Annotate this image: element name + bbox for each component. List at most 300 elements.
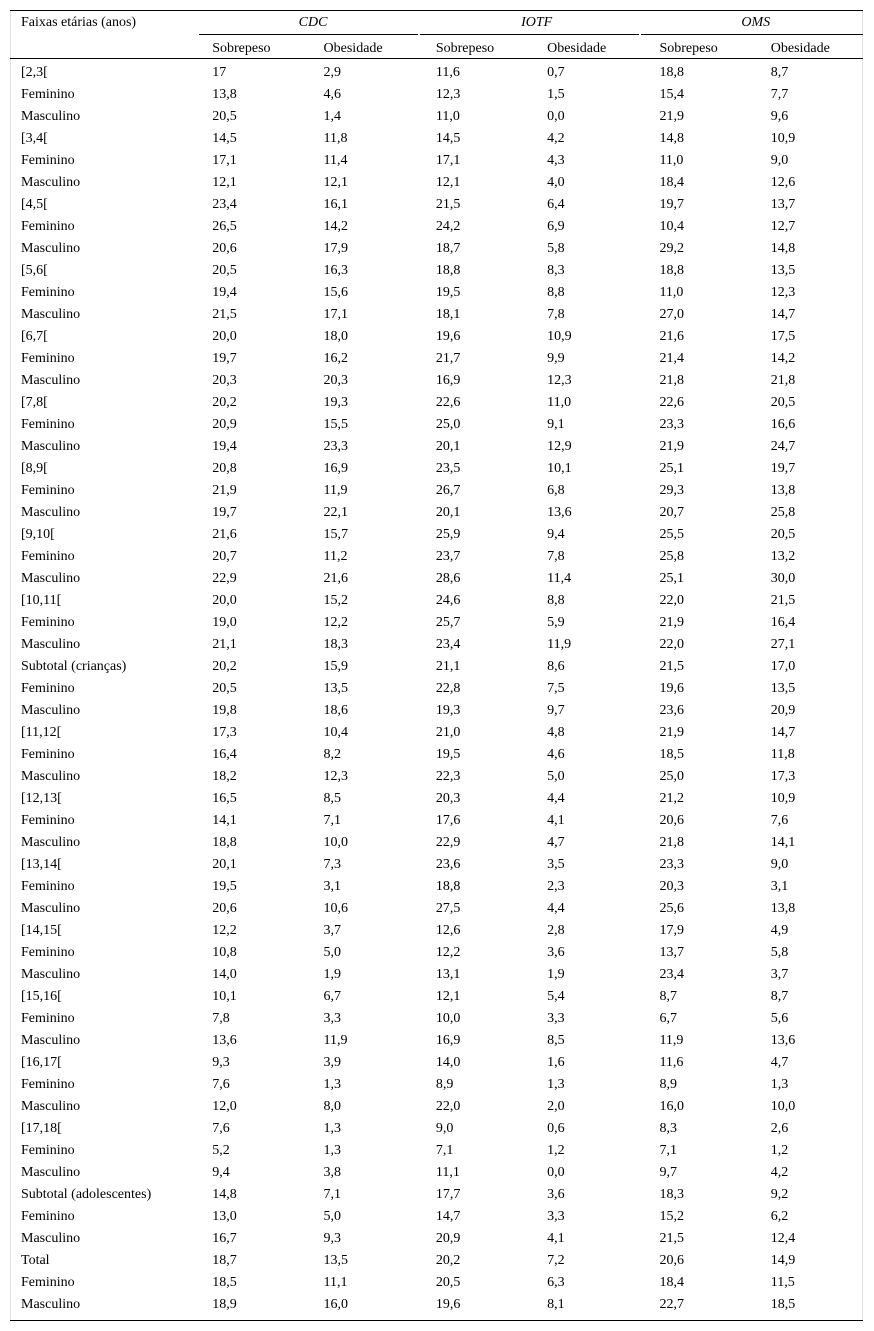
iotf-overweight-cell: 10,0 [435, 1011, 461, 1026]
iotf-overweight-cell: 14,0 [435, 1055, 461, 1070]
oms-overweight-cell: 7,1 [659, 1143, 677, 1158]
oms-overweight-cell: 21,9 [659, 439, 684, 454]
table-row [10, 1250, 863, 1272]
table-row [10, 414, 863, 436]
iotf-overweight-cell: 12,1 [435, 175, 461, 190]
row-label-cell: [10,11[ [21, 593, 62, 608]
oms-overweight-cell: 22,0 [659, 593, 684, 608]
cdc-overweight-cell: 20,6 [212, 241, 237, 256]
iotf-obesity-cell: 1,3 [547, 1077, 565, 1092]
oms-overweight-cell: 18,3 [659, 1187, 684, 1202]
table-row [10, 150, 863, 172]
table-row [10, 1162, 863, 1184]
row-label-cell: [3,4[ [21, 131, 48, 146]
oms-obesity-cell: 13,5 [770, 263, 796, 278]
oms-overweight-cell: 25,8 [659, 549, 684, 564]
oms-obesity-cell: 8,7 [770, 989, 789, 1004]
cdc-overweight-cell: 20,7 [212, 549, 237, 564]
table-row [10, 392, 863, 414]
table-row [10, 1140, 863, 1162]
iotf-obesity-cell: 8,1 [547, 1297, 565, 1312]
oms-obesity-cell: 2,6 [770, 1121, 789, 1136]
iotf-obesity-cell: 4,4 [547, 901, 565, 916]
row-label-cell: [8,9[ [21, 461, 48, 476]
cdc-overweight-cell: 16,5 [212, 791, 237, 806]
table-body [10, 62, 863, 1316]
oms-obesity-cell: 30,0 [770, 571, 796, 586]
iotf-obesity-cell: 4,8 [547, 725, 565, 740]
iotf-obesity-cell: 6,3 [547, 1275, 565, 1290]
table-row [10, 238, 863, 260]
table-row [10, 502, 863, 524]
iotf-obesity-cell: 4,2 [547, 131, 565, 146]
oms-overweight-cell: 29,3 [659, 483, 684, 498]
iotf-overweight-cell: 26,7 [435, 483, 461, 498]
oms-overweight-cell: 15,2 [659, 1209, 684, 1224]
cdc-obesity-cell: 5,0 [323, 945, 342, 960]
cdc-obesity-cell: 15,6 [323, 285, 349, 300]
iotf-overweight-cell: 18,8 [435, 263, 461, 278]
iotf-obesity-cell: 4,6 [547, 747, 565, 762]
oms-overweight-cell: 8,9 [659, 1077, 677, 1092]
iotf-obesity-cell: 4,1 [547, 813, 565, 828]
cdc-overweight-cell: 16,4 [212, 747, 237, 762]
oms-obesity-cell: 1,3 [770, 1077, 789, 1092]
cdc-overweight-cell: 18,9 [212, 1297, 237, 1312]
oms-overweight-cell: 21,8 [659, 373, 684, 388]
cdc-obesity-cell: 2,9 [323, 65, 342, 80]
age-group-header: Faixas etárias (anos) [21, 15, 137, 30]
oms-obesity-cell: 14,7 [770, 725, 796, 740]
table-row [10, 106, 863, 128]
cdc-obesity-cell: 19,3 [323, 395, 349, 410]
table-row [10, 1052, 863, 1074]
oms-overweight-cell: 8,3 [659, 1121, 677, 1136]
iotf-overweight-cell: 12,2 [435, 945, 461, 960]
table-row [10, 1030, 863, 1052]
oms-overweight-cell: 20,6 [659, 1253, 684, 1268]
row-label-cell: Masculino [21, 571, 81, 586]
cdc-overweight-cell: 7,6 [212, 1121, 230, 1136]
row-label-cell: Feminino [21, 1209, 75, 1224]
cdc-overweight-cell: 13,6 [212, 1033, 237, 1048]
oms-obesity-cell: 14,2 [770, 351, 796, 366]
cdc-overweight-cell: 12,0 [212, 1099, 237, 1114]
oms-obesity-cell: 12,3 [770, 285, 796, 300]
cdc-obesity-cell: 11,9 [323, 483, 348, 498]
oms-overweight-cell: 20,6 [659, 813, 684, 828]
cdc-overweight-cell: 19,5 [212, 879, 237, 894]
prevalence-table [10, 10, 863, 1316]
iotf-overweight-cell: 22,3 [435, 769, 461, 784]
oms-obesity-cell: 14,8 [770, 241, 796, 256]
iotf-overweight-cell: 14,7 [435, 1209, 461, 1224]
cdc-obesity-cell: 1,4 [323, 109, 342, 124]
cdc-obesity-cell: 21,6 [323, 571, 349, 586]
iotf-obesity-cell: 8,6 [547, 659, 565, 674]
cdc-overweight-cell: 23,4 [212, 197, 237, 212]
iotf-obesity-cell: 10,1 [547, 461, 572, 476]
table-row [10, 1228, 863, 1250]
iotf-obesity-cell: 5,9 [547, 615, 565, 630]
iotf-obesity-cell: 7,5 [547, 681, 565, 696]
oms-obesity-cell: 10,0 [770, 1099, 796, 1114]
iotf-obesity-cell: 0,0 [547, 109, 565, 124]
oms-obesity-cell: 19,7 [770, 461, 796, 476]
row-label-cell: Subtotal (crianças) [21, 659, 127, 674]
bottom-rule [10, 1320, 863, 1321]
iotf-overweight-cell: 13,1 [435, 967, 461, 982]
cdc-obesity-cell: 12,1 [323, 175, 349, 190]
row-label-cell: Feminino [21, 813, 75, 828]
row-label-cell: Feminino [21, 87, 75, 102]
iotf-overweight-cell: 21,5 [435, 197, 461, 212]
row-label-cell: [5,6[ [21, 263, 48, 278]
cdc-overweight-cell: 20,6 [212, 901, 237, 916]
iotf-obesity-cell: 1,2 [547, 1143, 565, 1158]
iotf-overweight-cell: 20,1 [435, 439, 461, 454]
oms-overweight-cell: 29,2 [659, 241, 684, 256]
oms-overweight-cell: 18,8 [659, 263, 684, 278]
oms-obesity-cell: 4,9 [770, 923, 789, 938]
iotf-obesity-cell: 3,6 [547, 1187, 565, 1202]
iotf-overweight-cell: 23,7 [435, 549, 461, 564]
oms-overweight-cell: 19,6 [659, 681, 684, 696]
row-label-cell: Feminino [21, 153, 75, 168]
table-row [10, 172, 863, 194]
cdc-obesity-cell: 7,1 [323, 1187, 342, 1202]
iotf-overweight-cell: 21,7 [435, 351, 461, 366]
table-row [10, 920, 863, 942]
oms-overweight-cell: 11,0 [659, 285, 684, 300]
iotf-obesity-cell: 2,3 [547, 879, 565, 894]
iotf-overweight-cell: 17,1 [435, 153, 461, 168]
oms-obesity-cell: 12,7 [770, 219, 796, 234]
table-row [10, 744, 863, 766]
cdc-overweight-cell: 17,3 [212, 725, 237, 740]
cdc-obesity-cell: 20,3 [323, 373, 349, 388]
row-label-cell: Masculino [21, 241, 81, 256]
oms-overweight-cell: 21,2 [659, 791, 684, 806]
oms-obesity-cell: 11,5 [770, 1275, 795, 1290]
iotf-overweight-cell: 12,1 [435, 989, 461, 1004]
row-label-cell: Feminino [21, 681, 75, 696]
table-row [10, 810, 863, 832]
row-label-cell: Masculino [21, 439, 81, 454]
oms-overweight-cell: 21,9 [659, 725, 684, 740]
iotf-overweight-cell: 22,6 [435, 395, 461, 410]
oms-overweight-cell: 23,3 [659, 417, 684, 432]
oms-overweight-header: Sobrepeso [659, 41, 718, 56]
table-row [10, 1118, 863, 1140]
table-row [10, 700, 863, 722]
iotf-overweight-cell: 25,0 [435, 417, 461, 432]
iotf-overweight-cell: 8,9 [435, 1077, 454, 1092]
iotf-obesity-cell: 8,3 [547, 263, 565, 278]
cdc-obesity-cell: 15,2 [323, 593, 349, 608]
oms-overweight-cell: 19,7 [659, 197, 684, 212]
cdc-overweight-cell: 20,5 [212, 109, 237, 124]
oms-obesity-cell: 5,6 [770, 1011, 789, 1026]
oms-overweight-cell: 21,5 [659, 659, 684, 674]
iotf-overweight-cell: 24,2 [435, 219, 461, 234]
oms-overweight-cell: 21,5 [659, 1231, 684, 1246]
table-row [10, 216, 863, 238]
oms-obesity-cell: 21,5 [770, 593, 796, 608]
oms-overweight-cell: 15,4 [659, 87, 684, 102]
cdc-overweight-cell: 17,1 [212, 153, 237, 168]
iotf-obesity-cell: 9,7 [547, 703, 565, 718]
oms-obesity-cell: 13,5 [770, 681, 796, 696]
oms-obesity-header: Obesidade [770, 41, 830, 56]
iotf-obesity-cell: 13,6 [547, 505, 572, 520]
oms-obesity-cell: 17,5 [770, 329, 796, 344]
oms-obesity-cell: 9,0 [770, 153, 789, 168]
table-row [10, 832, 863, 854]
row-label-cell: Masculino [21, 1165, 81, 1180]
row-label-cell: Feminino [21, 549, 75, 564]
cdc-obesity-cell: 23,3 [323, 439, 349, 454]
iotf-overweight-cell: 19,6 [435, 1297, 461, 1312]
table-row [10, 1096, 863, 1118]
oms-overweight-cell: 21,4 [659, 351, 684, 366]
iotf-overweight-cell: 20,1 [435, 505, 461, 520]
iotf-overweight-cell: 23,5 [435, 461, 461, 476]
cdc-overweight-cell: 9,4 [212, 1165, 230, 1180]
cdc-overweight-cell: 21,9 [212, 483, 237, 498]
oms-overweight-cell: 21,9 [659, 615, 684, 630]
table-row [10, 568, 863, 590]
iotf-obesity-cell: 3,6 [547, 945, 565, 960]
oms-overweight-cell: 6,7 [659, 1011, 677, 1026]
cdc-obesity-cell: 4,6 [323, 87, 342, 102]
cdc-obesity-cell: 15,5 [323, 417, 349, 432]
oms-overweight-cell: 18,8 [659, 65, 684, 80]
table-row [10, 480, 863, 502]
iotf-overweight-cell: 22,8 [435, 681, 461, 696]
iotf-header: IOTF [521, 15, 553, 30]
iotf-overweight-cell: 18,7 [435, 241, 461, 256]
table-row [10, 854, 863, 876]
table-row [10, 898, 863, 920]
row-label-cell: [9,10[ [21, 527, 55, 542]
oms-overweight-cell: 22,0 [659, 637, 684, 652]
iotf-overweight-cell: 28,6 [435, 571, 461, 586]
cdc-overweight-cell: 14,8 [212, 1187, 237, 1202]
cdc-overweight-cell: 21,5 [212, 307, 237, 322]
oms-overweight-cell: 25,0 [659, 769, 684, 784]
oms-obesity-cell: 3,1 [770, 879, 789, 894]
row-label-cell: [16,17[ [21, 1055, 62, 1070]
table-row [10, 986, 863, 1008]
cdc-obesity-cell: 14,2 [323, 219, 349, 234]
cdc-header: CDC [298, 15, 328, 30]
cdc-overweight-cell: 18,7 [212, 1253, 237, 1268]
iotf-obesity-cell: 3,3 [547, 1209, 565, 1224]
cdc-overweight-cell: 20,0 [212, 329, 237, 344]
cdc-overweight-cell: 12,2 [212, 923, 237, 938]
oms-overweight-cell: 23,6 [659, 703, 684, 718]
table-row [10, 964, 863, 986]
iotf-overweight-cell: 19,6 [435, 329, 461, 344]
cdc-obesity-cell: 7,3 [323, 857, 342, 872]
oms-overweight-cell: 16,0 [659, 1099, 684, 1114]
row-label-cell: Feminino [21, 879, 75, 894]
cdc-obesity-cell: 3,3 [323, 1011, 342, 1026]
cdc-overweight-cell: 16,7 [212, 1231, 237, 1246]
cdc-overweight-cell: 19,0 [212, 615, 237, 630]
iotf-obesity-cell: 11,9 [547, 637, 572, 652]
table-row [10, 524, 863, 546]
iotf-overweight-cell: 19,5 [435, 747, 461, 762]
row-label-cell: Masculino [21, 835, 81, 850]
table-row [10, 84, 863, 106]
iotf-overweight-cell: 25,9 [435, 527, 461, 542]
oms-obesity-cell: 20,5 [770, 527, 796, 542]
iotf-overweight-cell: 27,5 [435, 901, 461, 916]
iotf-overweight-cell: 20,2 [435, 1253, 461, 1268]
oms-overweight-cell: 18,5 [659, 747, 684, 762]
oms-overweight-cell: 21,8 [659, 835, 684, 850]
cdc-obesity-cell: 1,9 [323, 967, 342, 982]
row-label-cell: [12,13[ [21, 791, 62, 806]
iotf-overweight-cell: 17,7 [435, 1187, 461, 1202]
cdc-obesity-cell: 13,5 [323, 1253, 349, 1268]
top-rule [10, 10, 863, 11]
iotf-obesity-cell: 0,0 [547, 1165, 565, 1180]
oms-overweight-cell: 22,6 [659, 395, 684, 410]
header-bottom-rule [10, 58, 863, 59]
oms-obesity-cell: 6,2 [770, 1209, 789, 1224]
cdc-obesity-cell: 16,1 [323, 197, 349, 212]
cdc-overweight-cell: 14,1 [212, 813, 237, 828]
cdc-obesity-cell: 8,5 [323, 791, 342, 806]
oms-obesity-cell: 3,7 [770, 967, 789, 982]
cdc-overweight-cell: 20,2 [212, 395, 237, 410]
iotf-obesity-cell: 4,4 [547, 791, 565, 806]
iotf-obesity-cell: 9,4 [547, 527, 565, 542]
cdc-obesity-cell: 11,1 [323, 1275, 348, 1290]
iotf-obesity-cell: 6,9 [547, 219, 565, 234]
cdc-obesity-cell: 12,2 [323, 615, 349, 630]
cdc-overweight-cell: 19,7 [212, 351, 237, 366]
cdc-overweight-cell: 20,0 [212, 593, 237, 608]
oms-obesity-cell: 13,6 [770, 1033, 796, 1048]
row-label-cell: Masculino [21, 1099, 81, 1114]
table-row [10, 722, 863, 744]
row-label-cell: [6,7[ [21, 329, 48, 344]
row-label-cell: [13,14[ [21, 857, 62, 872]
iotf-obesity-cell: 4,3 [547, 153, 565, 168]
cdc-obesity-cell: 11,8 [323, 131, 348, 146]
row-label-cell: Total [21, 1253, 50, 1268]
iotf-overweight-cell: 21,0 [435, 725, 461, 740]
iotf-obesity-cell: 9,1 [547, 417, 565, 432]
iotf-overweight-header: Sobrepeso [435, 41, 495, 56]
oms-overweight-cell: 11,0 [659, 153, 684, 168]
cdc-overweight-cell: 21,6 [212, 527, 237, 542]
table-row [10, 1184, 863, 1206]
iotf-overweight-cell: 11,0 [435, 109, 460, 124]
oms-obesity-cell: 25,8 [770, 505, 796, 520]
table-row [10, 304, 863, 326]
oms-overweight-cell: 9,7 [659, 1165, 677, 1180]
table-row [10, 458, 863, 480]
iotf-obesity-cell: 1,5 [547, 87, 565, 102]
iotf-overweight-cell: 16,9 [435, 373, 461, 388]
row-label-cell: Feminino [21, 417, 75, 432]
cdc-obesity-cell: 18,0 [323, 329, 349, 344]
cdc-obesity-cell: 6,7 [323, 989, 342, 1004]
iotf-overweight-cell: 20,9 [435, 1231, 461, 1246]
cdc-obesity-cell: 9,3 [323, 1231, 342, 1246]
row-label-cell: Masculino [21, 1231, 81, 1246]
cdc-obesity-cell: 15,7 [323, 527, 349, 542]
cdc-obesity-cell: 10,6 [323, 901, 349, 916]
iotf-overweight-cell: 21,1 [435, 659, 461, 674]
row-label-cell: Feminino [21, 351, 75, 366]
row-label-cell: Masculino [21, 109, 81, 124]
row-label-cell: [17,18[ [21, 1121, 62, 1136]
cdc-overweight-cell: 20,9 [212, 417, 237, 432]
iotf-obesity-cell: 3,3 [547, 1011, 565, 1026]
cdc-obesity-cell: 16,9 [323, 461, 349, 476]
table-row [10, 678, 863, 700]
cdc-overweight-cell: 10,8 [212, 945, 237, 960]
iotf-obesity-cell: 5,8 [547, 241, 565, 256]
iotf-overweight-cell: 9,0 [435, 1121, 454, 1136]
oms-obesity-cell: 24,7 [770, 439, 796, 454]
cdc-overweight-cell: 22,9 [212, 571, 237, 586]
cdc-overweight-cell: 10,1 [212, 989, 237, 1004]
cdc-obesity-cell: 15,9 [323, 659, 349, 674]
cdc-obesity-cell: 10,4 [323, 725, 349, 740]
iotf-overweight-cell: 23,4 [435, 637, 461, 652]
cdc-overweight-cell: 13,0 [212, 1209, 237, 1224]
table-row [10, 282, 863, 304]
oms-obesity-cell: 13,2 [770, 549, 796, 564]
oms-obesity-cell: 18,5 [770, 1297, 796, 1312]
iotf-group-rule [420, 34, 639, 35]
oms-obesity-cell: 17,0 [770, 659, 796, 674]
iotf-obesity-cell: 0,6 [547, 1121, 565, 1136]
cdc-overweight-cell: 7,8 [212, 1011, 230, 1026]
oms-obesity-cell: 14,7 [770, 307, 796, 322]
iotf-obesity-cell: 5,0 [547, 769, 565, 784]
cdc-obesity-cell: 5,0 [323, 1209, 342, 1224]
cdc-overweight-cell: 26,5 [212, 219, 237, 234]
table-row [10, 1294, 863, 1316]
cdc-overweight-cell: 18,2 [212, 769, 237, 784]
cdc-overweight-cell: 9,3 [212, 1055, 230, 1070]
iotf-obesity-cell: 7,8 [547, 307, 565, 322]
row-label-cell: Masculino [21, 967, 81, 982]
cdc-obesity-cell: 22,1 [323, 505, 349, 520]
table-row [10, 656, 863, 678]
oms-obesity-cell: 14,1 [770, 835, 796, 850]
iotf-overweight-cell: 22,9 [435, 835, 461, 850]
cdc-overweight-cell: 18,5 [212, 1275, 237, 1290]
iotf-obesity-cell: 7,2 [547, 1253, 565, 1268]
cdc-overweight-cell: 17 [212, 65, 227, 80]
oms-header: OMS [741, 15, 771, 30]
cdc-obesity-cell: 16,0 [323, 1297, 349, 1312]
iotf-obesity-cell: 11,4 [547, 571, 572, 586]
cdc-overweight-cell: 14,0 [212, 967, 237, 982]
oms-obesity-cell: 8,7 [770, 65, 789, 80]
cdc-obesity-cell: 12,3 [323, 769, 349, 784]
oms-overweight-cell: 11,9 [659, 1033, 684, 1048]
